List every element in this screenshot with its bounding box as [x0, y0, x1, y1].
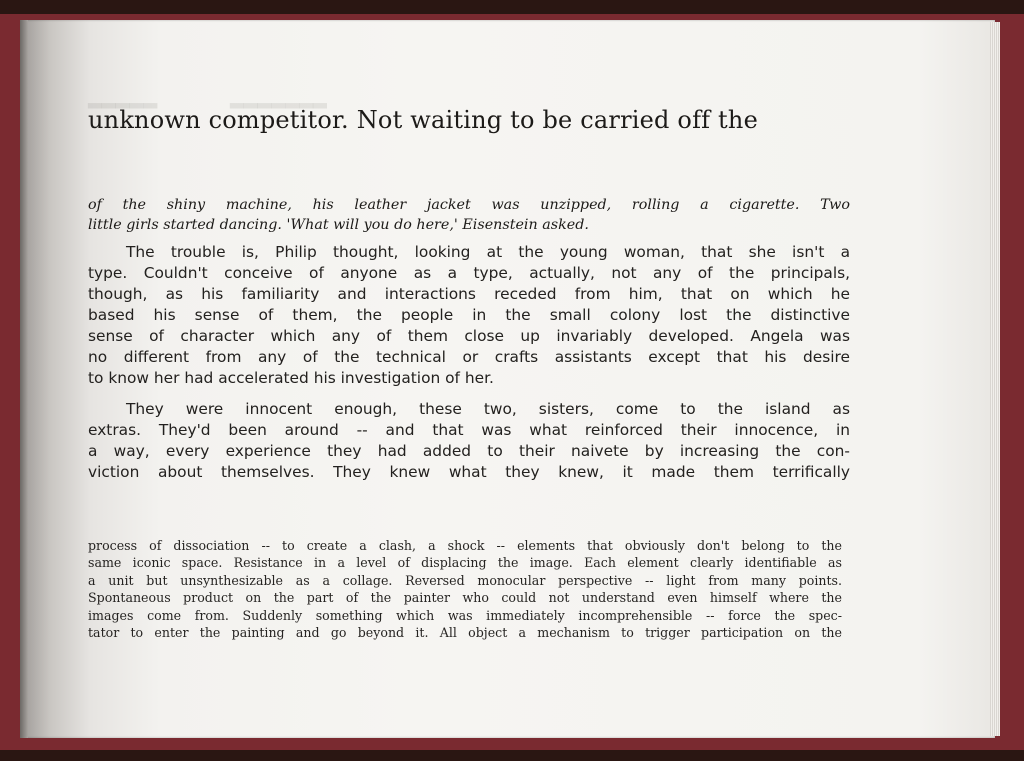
note-line: process of dissociation -- to create a clash, a shock -- elements that obviously don't belong to the [88, 538, 842, 553]
bleed-through-shadow: ▂▂▂▂▂ [88, 88, 158, 109]
note-line: a unit but unsynthesizable as a collage. Reversed monocular perspective -- light from many points. [88, 572, 842, 588]
body-text [88, 242, 850, 493]
paragraph-line: The trouble is, Philip thought, looking at the young woman, that she isn't a [126, 243, 850, 261]
paragraph-line: a way, every experience they had added to their naivete by increasing the con- [88, 442, 850, 460]
note-line: same iconic space. Resistance in a level of displacing the image. Each element clearly identifiable as [88, 555, 842, 571]
paragraph-line: based his sense of them, the people in the small colony lost the distinctive [88, 306, 850, 324]
paragraph-line: viction about themselves. They knew what they knew, it made them terrifically [88, 463, 850, 481]
note-line: Spontaneous product on the part of the painter who could not understand even himself where the [88, 590, 842, 606]
bleed-through-shadow: ▂▂▂▂▂▂▂ [230, 88, 327, 109]
italic-passage [88, 196, 850, 235]
note-line: images come from. Suddenly something which was immediately incomprehensible -- force the spec- [88, 607, 842, 623]
paragraph-line: though, as his familiarity and interactions receded from him, that on which he [88, 285, 850, 303]
paragraph-line: extras. They'd been around -- and that was what reinforced their innocence, in [88, 421, 850, 439]
paragraph-line: to know her had accelerated his investigation of her. [88, 369, 494, 387]
italic-line: little girls started dancing. 'What will you do here,' Eisenstein asked. [88, 216, 589, 233]
book-spine [20, 20, 28, 738]
note-line: tator to enter the painting and go beyond it. All object a mechanism to trigger participation on the [88, 625, 842, 641]
paragraph-line: They were innocent enough, these two, sisters, come to the island as [126, 400, 850, 418]
note-passage [88, 537, 842, 641]
page-fore-edge [990, 22, 1000, 736]
paragraph-line: sense of character which any of them close up invariably developed. Angela was [88, 327, 850, 345]
paragraph-line: type. Couldn't conceive of anyone as a type, actually, not any of the principals, [88, 264, 850, 282]
headline-text: unknown competitor. Not waiting to be carried off the [88, 106, 758, 134]
paragraph-1 [88, 242, 850, 389]
paragraph-2 [88, 399, 850, 483]
italic-line: of the shiny machine, his leather jacket was unzipped, rolling a cigarette. Two [88, 197, 850, 213]
paragraph-line: no different from any of the technical or crafts assistants except that his desire [88, 348, 850, 366]
